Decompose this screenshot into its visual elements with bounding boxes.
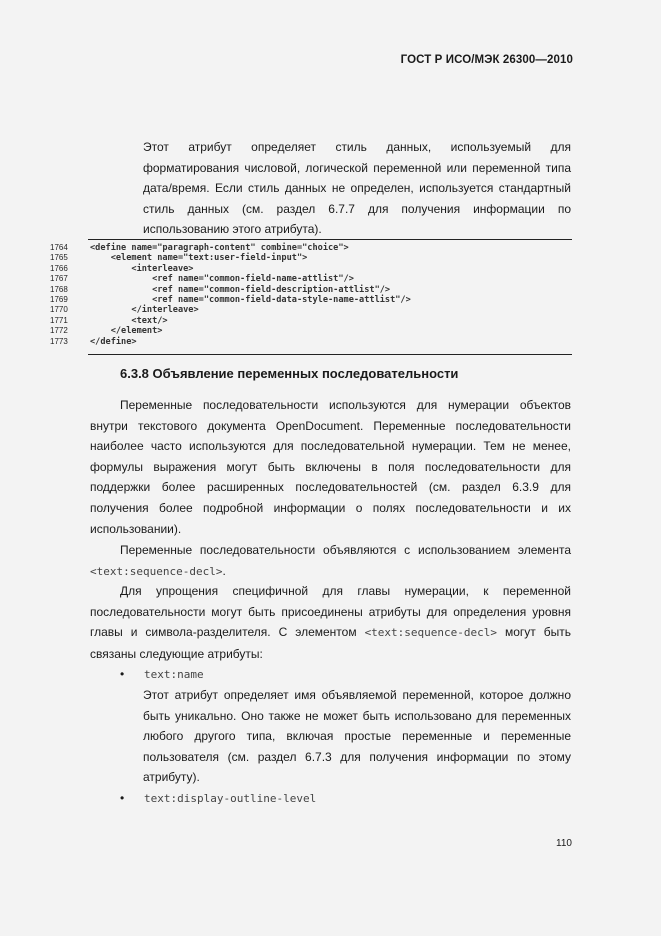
- line-number: 1764: [50, 243, 68, 252]
- line-number: 1773: [50, 336, 68, 346]
- attributes-intro-paragraph: [90, 581, 571, 664]
- p2-text-after: .: [222, 563, 226, 578]
- line-number: 1772: [50, 326, 68, 336]
- code-text: <text/>: [90, 315, 168, 326]
- code-text: </interleave>: [90, 305, 199, 316]
- section-heading: 6.3.8 Объявление переменных последовательности: [120, 366, 459, 381]
- code-text: <define name="paragraph-content" combine="choice">: [90, 243, 349, 253]
- line-number: 1771: [50, 315, 68, 325]
- code-text: <ref name="common-field-description-attlist"/>: [90, 284, 391, 295]
- code-line: [50, 274, 572, 284]
- code-text: <interleave>: [90, 263, 194, 274]
- line-number: 1770: [50, 305, 68, 315]
- bullet-marker: •: [120, 667, 125, 681]
- code-line: [50, 285, 572, 295]
- bullet-marker: •: [120, 791, 125, 805]
- code-text: <ref name="common-field-name-attlist"/>: [90, 274, 354, 285]
- code-bottom-rule: [88, 354, 572, 355]
- p3-text-after: могут быть связаны следующие атрибуты:: [90, 625, 571, 661]
- line-number: 1769: [50, 295, 68, 304]
- code-top-rule: [88, 239, 572, 240]
- line-number: 1766: [50, 263, 68, 273]
- code-text: </define>: [90, 336, 137, 347]
- bullet-attribute-name: text:display-outline-level: [144, 792, 317, 805]
- page-number: 110: [556, 838, 572, 849]
- line-number: 1768: [50, 284, 68, 294]
- p3-element-code: <text:sequence-decl>: [364, 626, 498, 640]
- code-line: [50, 326, 572, 336]
- code-line: [50, 243, 572, 253]
- sequence-decl-paragraph: [90, 540, 571, 582]
- line-number: 1767: [50, 274, 68, 284]
- bullet-description: Этот атрибут определяет имя объявляемой переменной, которое должно быть уникально. Оно также не может быть использовано для переменных любого другого типа, включая простые переменные и переменные пользователя (см. раздел 6.7.3 для получения информации по этому атрибуту).: [143, 688, 571, 785]
- code-line: [50, 305, 572, 315]
- code-line: [50, 264, 572, 274]
- bullet-item-name: [120, 664, 204, 686]
- code-text: <ref name="common-field-data-style-name-attlist"/>: [90, 295, 411, 305]
- code-text: </element>: [90, 326, 163, 337]
- line-number: 1765: [50, 253, 68, 263]
- code-line: [50, 295, 572, 305]
- bullet-attribute-name: text:name: [144, 668, 204, 681]
- bullet-item-outline-level: [120, 788, 316, 810]
- code-line: [50, 337, 572, 347]
- p2-text-before: Переменные последовательности объявляются с использованием элемента: [120, 543, 571, 557]
- p3-text-before: Для упрощения специфичной для главы нумерации, к переменной последовательности могут быть присоединены атрибуты для определения уровня главы и символа-разделителя. С элементом: [90, 584, 571, 640]
- code-line: [50, 253, 572, 263]
- code-line: [50, 316, 572, 326]
- p2-element-code: <text:sequence-decl>: [90, 564, 223, 578]
- code-text: <element name="text:user-field-input">: [90, 253, 308, 264]
- code-listing: [50, 233, 572, 355]
- sequence-intro-paragraph: Переменные последовательности используются для нумерации объектов внутри текстового документа OpenDocument. Переменные последовательности наиболее часто используются для последовательной нумерации. Тем не менее, формулы выражения могут быть включены в поля последовательности для поддержки более расширенных последовательностей (см. раздел 6.3.9 для получения более подробной информации о полях последовательности и их использовании).: [90, 398, 571, 536]
- attribute-description-paragraph: Этот атрибут определяет стиль данных, используемый для форматирования числовой, логической переменной или переменной типа дата/время. Если стиль данных не определен, используется стандартный стиль данных (см. раздел 6.7.7 для получения информации по использованию этого атрибута).: [143, 140, 571, 237]
- standard-header: ГОСТ Р ИСО/МЭК 26300—2010: [400, 54, 573, 66]
